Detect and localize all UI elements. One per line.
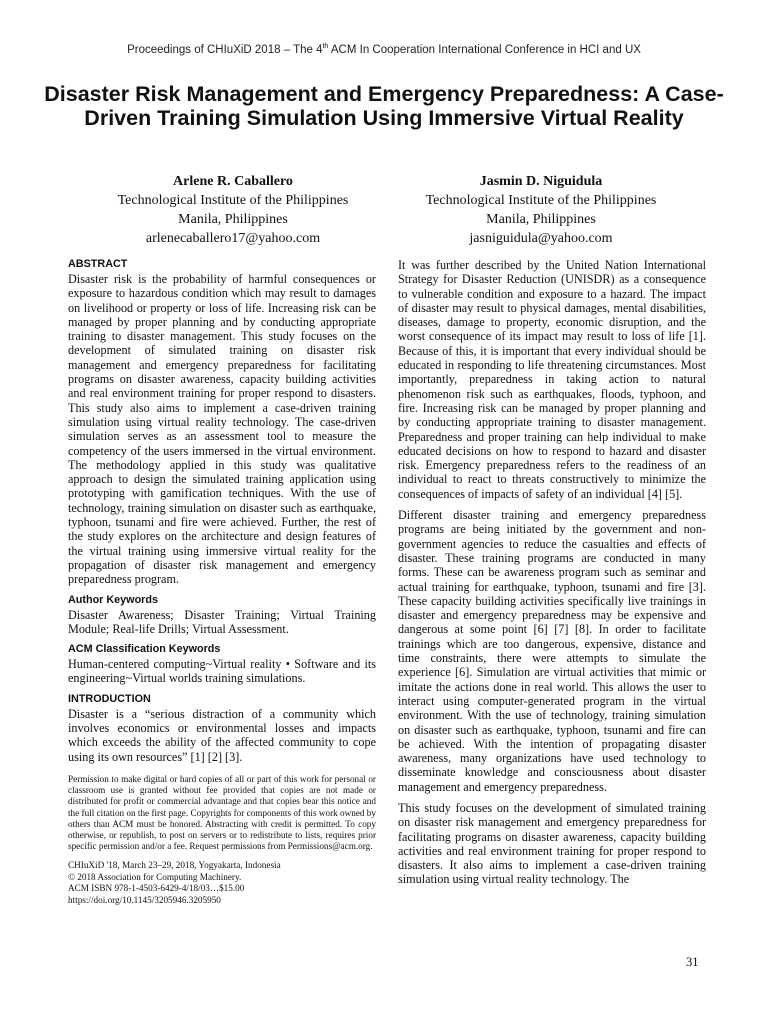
page-number: 31 [686,955,699,969]
author-block-2 [391,172,691,248]
conference-info [68,860,376,906]
author-email: arlenecaballero17@yahoo.com [145,231,321,246]
proceedings-header [0,43,768,56]
acm-keywords-heading: ACM Classification Keywords [68,643,221,656]
author-name: Jasmin D. Niguidula [479,174,603,189]
author-email: jasniguidula@yahoo.com [469,231,613,246]
author-location: Manila, Philippines [178,212,288,227]
author-keywords-heading: Author Keywords [68,593,158,606]
conference-line: CHIuXiD '18, March 23–29, 2018, Yogyakarta, Indonesia [68,860,281,871]
introduction-text: Disaster is a “serious distraction of a community which involves economics or environmental losses and impacts which exceeds the ability of the affected community to cope using its own resources” [1] [2] [3]. [68,706,376,764]
author-affiliation: Technological Institute of the Philippines [425,193,657,208]
left-column [68,258,376,906]
right-column [398,258,706,894]
introduction-heading: INTRODUCTION [68,692,151,705]
header-text: Proceedings of CHIuXiD 2018 – The 4 [127,43,323,56]
paper-title: Disaster Risk Management and Emergency Preparedness: A Case-Driven Training Simulation Using Immersive Virtual Reality [44,82,724,130]
author-name: Arlene R. Caballero [173,174,293,189]
body-paragraph: It was further described by the United Nation International Strategy for Disaster Reduction (UNISDR) as a consequence to vulnerable condition and exposure to a hazard. The impact of disaster may result to physical damages, mental disabilities, diseases, damage to property, economic disruption, and the worst consequence of its impact may result to loss of life [1]. Because of this, it is important that every individual should be educated in responding to life threatening circumstances. Most importantly, preparedness in taking action to natural phenomenon risk such as earthquakes, floods, typhoon, and fire. Increasing risk can be managed by proper planning and by conducting appropriate training to disaster management. Preparedness and proper training can help individual to make educated decisions on how to respond to hazard and disaster risk. Emergency preparedness refers to the readiness of an individual to react to threats constructively to minimize the consequences of impacts of safety of an individual [4] [5]. [398,258,706,501]
header-superscript: th [322,43,329,50]
copyright-line: © 2018 Association for Computing Machinery. [68,871,242,882]
header-text-end: ACM In Cooperation International Conference in HCI and UX [328,43,641,56]
permission-notice: Permission to make digital or hard copies of all or part of this work for personal or classroom use is granted without fee provided that copies are not made or distributed for profit or commercial advantage and that copies bear this notice and the full citation on the first page. Copyrights for components of this work owned by others than ACM must be honored. Abstracting with credit is permitted. To copy otherwise, or republish, to post on servers or to redistribute to lists, requires prior specific permission and/or a fee. Request permissions from Permissions@acm.org. [68,773,376,852]
abstract-text: Disaster risk is the probability of harmful consequences or exposure to hazardous condition which may result to damages on livelihood or property or loss of life. Increasing risk can be managed by proper planning and by conducting appropriate training to disaster management. This study focuses on the development of simulated training on disaster risk management and emergency preparedness for facilitating programs on disaster awareness, capacity building activities and real environment training for proper respond to disasters. This study also aims to implement a case-driven training simulation using virtual reality technology. The case-driven simulation serves as an assessment tool to measure the competency of the users immersed in the virtual environment. The methodology applied in this study was qualitative approach to design the simulated training application using prototyping with gamification techniques. With the use of technology, training simulation on disaster such as earthquake, typhoon, tsunami and fire were achieved. Further, the rest of the study explores on the architecture and design features of the virtual training using immersive virtual reality for the propagation of disaster risk management and emergency preparedness program. [68,272,376,587]
isbn-line: ACM ISBN 978-1-4503-6429-4/18/03…$15.00 [68,883,245,894]
author-block-1 [83,172,383,248]
doi-line: https://doi.org/10.1145/3205946.3205950 [68,894,221,905]
author-location: Manila, Philippines [486,212,596,227]
body-paragraph: Different disaster training and emergency preparedness programs are being initiated by the government and non-government agencies to reduce the casualties and effects of disaster. These training programs are conducted in many forms. These can be awareness program such as seminar and actual training for earthquake, typhoon, tsunami and fire [3]. These capacity building activities specifically live trainings in disaster and emergency preparedness may be expensive and dangerous at some point [6] [7] [8]. In order to facilitate trainings which are too dangerous, expensive, distance and time constraints, there were attempts to simulate the experience [6]. Simulation are virtual activities that mimic or imitate the actions done in real world. This allows the user to interact using computer-generated program in the virtual environment. With the use of technology, training simulation on disaster such as earthquake, typhoon, tsunami and fire can be achieved. With the intention of propagating disaster awareness, many organizations have used technology to disseminate knowledge and consciousness about disaster management and emergency preparedness. [398,508,706,794]
acm-keywords-text: Human-centered computing~Virtual reality • Software and its engineering~Virtual worlds training simulations. [68,657,376,686]
body-paragraph: This study focuses on the development of simulated training on disaster risk management and emergency preparedness for facilitating programs on disaster awareness, capacity building activities and real environment training for proper respond to disasters. It also aims to implement a case-driven training simulation using virtual reality technology. The [398,800,706,887]
author-affiliation: Technological Institute of the Philippines [117,193,349,208]
abstract-heading: ABSTRACT [68,258,128,270]
author-keywords-text: Disaster Awareness; Disaster Training; Virtual Training Module; Real-life Drills; Virtual Assessment. [68,607,376,636]
